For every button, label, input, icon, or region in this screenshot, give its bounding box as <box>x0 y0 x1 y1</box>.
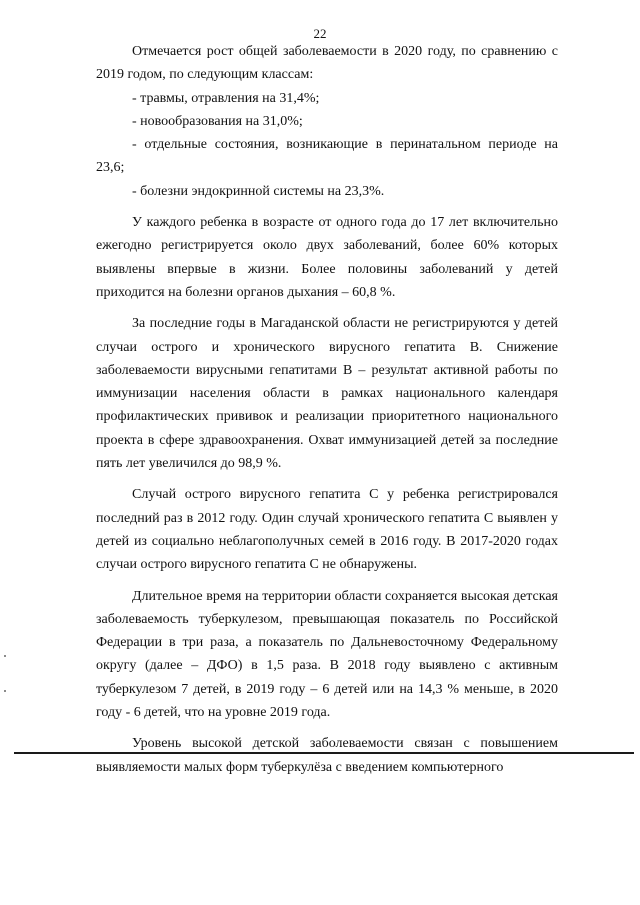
scan-speck <box>4 655 6 657</box>
list-item-injuries: - травмы, отравления на 31,4%; <box>132 90 320 106</box>
paragraph-hepatitis-c: Случай острого вирусного гепатита С у ребенка регистрировался последний раз в 2012 году. Один случай хронического гепатита С выявлен у детей из социально неблагополучных семей в 2016 году. В 2017-2020 годах случаи острого вирусного гепатита С не обнаружены. <box>96 487 558 573</box>
list-item-neoplasms: - новообразования на 31,0%; <box>132 113 303 129</box>
paragraph-tuberculosis: Длительное время на территории области сохраняется высокая детская заболеваемость туберкулезом, превышающая показатель по Российской Федерации в три раза, а показатель по Дальневосточному Федеральному округу (далее – ДФО) в 1,5 раза. В 2018 году выявлено с активным туберкулезом 7 детей, в 2019 году – 6 детей или на 14,3 % меньше, в 2020 году - 6 детей, что на уровне 2019 года. <box>96 588 558 721</box>
paragraph-hepatitis-b: За последние годы в Магаданской области не регистрируются у детей случаи острого и хронического вирусного гепатита В. Снижение заболеваемости вирусными гепатитами В – результат активной работы по иммунизации населения области в рамках национального календаря профилактических прививок и реализации приоритетного национального проекта в сфере здравоохранения. Охват иммунизацией детей за последние пять лет увеличился до 98,9 %. <box>96 316 558 472</box>
footer-divider <box>14 752 634 754</box>
paragraph-tb-detection: Уровень высокой детской заболеваемости связан с повышением выявляемости малых форм туберкулёза с введением компьютерного <box>96 736 558 775</box>
list-item-endocrine: - болезни эндокринной системы на 23,3%. <box>132 183 385 199</box>
paragraph-morbidity-growth: Отмечается рост общей заболеваемости в 2020 году, по сравнению с 2019 годом, по следующим классам: <box>96 44 558 83</box>
list-item-perinatal: - отдельные состояния, возникающие в перинатальном периоде на 23,6; <box>96 137 558 176</box>
paragraph-child-diseases: У каждого ребенка в возрасте от одного года до 17 лет включительно ежегодно регистрируется около двух заболеваний, более 60% которых выявлены впервые в жизни. Более половины заболеваний у детей приходится на болезни органов дыхания – 60,8 %. <box>96 215 558 300</box>
scan-speck <box>4 690 6 692</box>
page-number: 22 <box>313 26 327 41</box>
document-body <box>96 40 558 779</box>
